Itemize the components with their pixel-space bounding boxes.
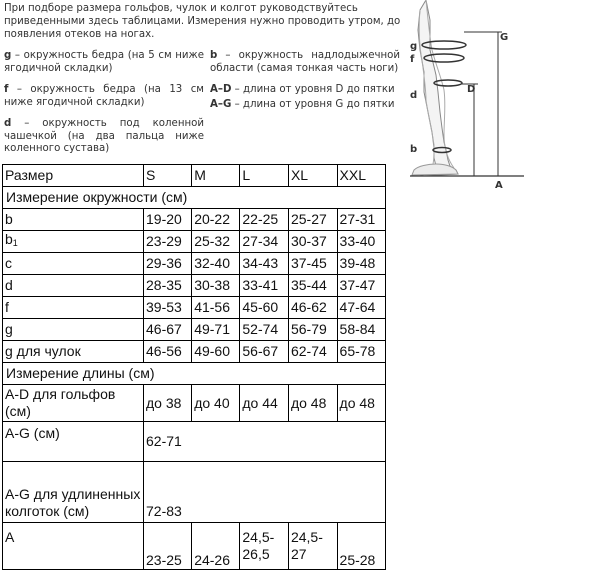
label-A: A [495,180,503,190]
table-row: d 28-35 30-38 33-41 35-44 37-47 [3,275,386,297]
header-size-xl: XL [288,165,337,187]
label-D: D [467,84,476,95]
section-circumference-label: Измерение окружности (см) [3,187,386,209]
section-circumference [3,187,386,209]
leg-outline [418,0,458,176]
legend-item-ad: A–D – длина от уровня D до пятки [210,84,395,95]
section-length [3,363,386,385]
header-size-xxl: XXL [337,165,385,187]
legend-item-f: f – окружность бедра (на 13 см ниже ягодичной складки) [4,84,204,108]
header-size-s: S [144,165,192,187]
label-f: f [410,54,415,65]
table-row: b 19-20 20-22 22-25 25-27 27-31 [3,209,386,231]
table-row: g для чулок 46-56 49-60 56-67 62-74 65-78 [3,341,386,363]
table-row: A-G для удлиненных колготок (см) 72-83 [3,462,386,523]
table-row: A-D для гольфов (см) до 38 до 40 до 44 до 48 до 48 [3,385,386,422]
table-row: A 23-25 24-26 24,5-26,5 24,5-27 25-28 [3,523,386,570]
section-length-label: Измерение длины (см) [3,363,386,385]
legend-item-d: d – окружность под коленной чашечкой (на два пальца ниже коленного сустава) [4,118,204,154]
table-row: $b_1$ 23-29 25-32 27-34 30-37 33-40 [3,231,386,253]
table-row: g 46-67 49-71 52-74 56-79 58-84 [3,319,386,341]
intro-text: При подборе размера гольфов, чулок и колгот руководствуйтесь приведенными здесь таблицами. Измерения нужно проводить утром, до появления отеков на ногах. [4,3,401,40]
table-row: f 39-53 41-56 45-60 46-62 47-64 [3,297,386,319]
circ-d-mark [434,80,462,86]
label-g: g [410,41,418,52]
header-size-l: L [240,165,289,187]
table-row: A-G (см) 62-71 [3,422,386,462]
label-d: d [410,90,418,101]
label-b: b [410,144,418,155]
legend-item-g: g – окружность бедра (на 5 см ниже ягодичной складки) [4,50,204,74]
header-size-m: M [192,165,240,187]
legend-left [4,50,204,165]
legend-item-b: b – окружность надлодыжечной области (самая тонкая часть ноги) [210,50,400,74]
size-table [2,164,386,570]
label-G: G [500,32,509,43]
table-row: c 29-36 32-40 34-43 37-45 39-48 [3,253,386,275]
header-label: Размер [3,165,144,187]
legend-right [210,50,400,120]
legend-item-ag: A–G – длина от уровня G до пятки [210,98,395,110]
table-header-row [3,165,386,187]
leg-diagram [404,0,597,190]
